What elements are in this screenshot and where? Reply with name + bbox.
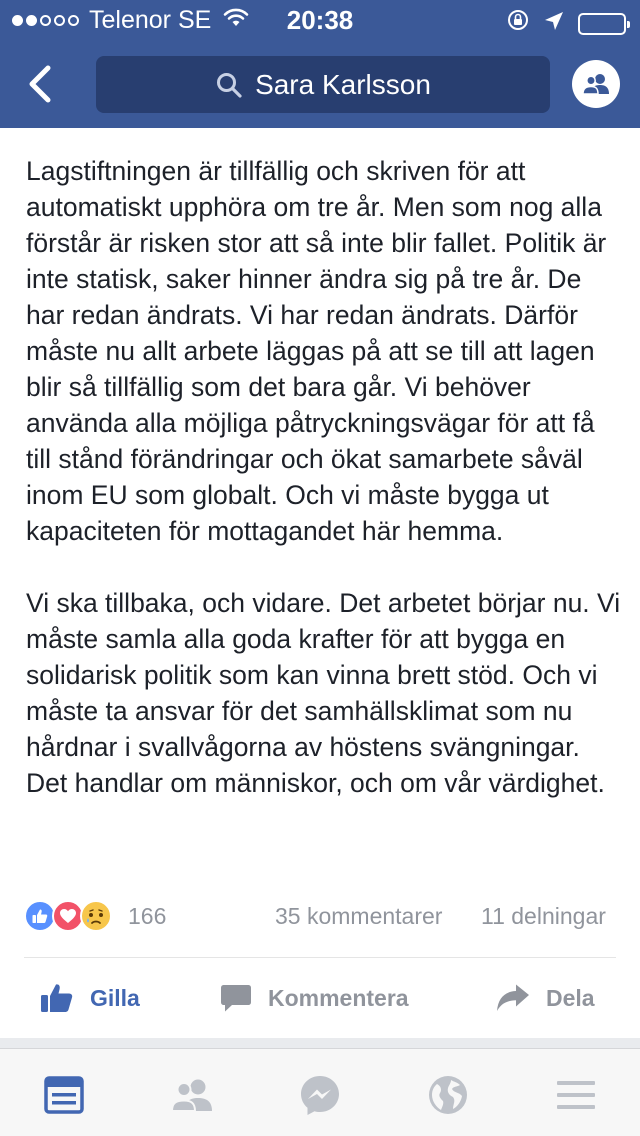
- share-button[interactable]: [496, 968, 595, 1028]
- status-time: 20:38: [286, 5, 354, 35]
- share-button-label: Dela: [546, 984, 595, 1011]
- status-bar: [0, 0, 640, 40]
- news-feed-icon: [44, 1076, 84, 1114]
- feed-separator: [0, 1038, 640, 1048]
- share-arrow-icon: [496, 984, 530, 1012]
- post-body: [26, 153, 626, 837]
- back-button[interactable]: [24, 60, 68, 108]
- search-icon: [215, 71, 243, 99]
- notifications-globe-icon: [427, 1074, 469, 1116]
- reaction-icons: [24, 898, 108, 934]
- search-input[interactable]: [96, 56, 550, 113]
- comment-button[interactable]: [220, 968, 409, 1028]
- tab-news-feed[interactable]: [42, 1073, 86, 1117]
- like-button-label: Gilla: [90, 984, 140, 1011]
- friends-button[interactable]: [572, 60, 620, 108]
- like-button[interactable]: [40, 968, 140, 1028]
- shares-count-link[interactable]: 11 delningar: [481, 903, 606, 929]
- carrier-label: Telenor SE: [89, 6, 212, 34]
- tab-menu[interactable]: [554, 1073, 598, 1117]
- battery-icon: [578, 13, 626, 35]
- tab-messenger[interactable]: [298, 1073, 342, 1117]
- app-header: [0, 0, 640, 128]
- bottom-tab-bar: [0, 1048, 640, 1136]
- thumbs-up-icon: [40, 982, 74, 1014]
- status-bar-right: [506, 8, 626, 39]
- tab-friend-requests[interactable]: [170, 1073, 214, 1117]
- post-paragraph: Lagstiftningen är tillfällig och skriven för att automatiskt upphöra om tre år. Men som nog alla förstår är risken stor att så inte blir fallet. Politik är inte statisk, saker hinner ändra sig på tre år. De har redan ändrats. Vi har redan ändrats. Därför måste nu allt arbete läggas på att se till att lagen blir så tillfällig som det bara går. Vi behöver använda alla möjliga påtryckningsvägar för att få till stånd förändringar och ökat samarbete såväl inom EU som globalt. Och vi måste bygga ut kapaciteten för mottagandet här hemma.: [26, 156, 607, 546]
- menu-icon: [556, 1079, 596, 1111]
- navigation-bar: [0, 40, 640, 128]
- sad-reaction-icon: [80, 900, 112, 932]
- chevron-left-icon: [24, 64, 54, 104]
- comment-button-label: Kommentera: [268, 984, 409, 1011]
- comment-bubble-icon: [220, 983, 252, 1013]
- messenger-icon: [299, 1074, 341, 1116]
- reactions-summary[interactable]: [24, 896, 624, 936]
- post-actions: [0, 968, 640, 1028]
- post-paragraph: Vi ska tillbaka, och vidare. Det arbetet börjar nu. Vi måste samla alla goda krafter för att bygga en solidarisk politik som kan vinna brett stöd. Och vi måste ta ansvar för det samhällsklimat som nu hårdnar i svallvågorna av höstens svängningar. Det handlar om människor, och om vår värdighet.: [26, 588, 621, 798]
- friend-requests-icon: [170, 1078, 214, 1112]
- comments-count-link[interactable]: 35 kommentarer: [275, 903, 443, 929]
- search-query-text: Sara Karlsson: [255, 68, 431, 100]
- reaction-count: 166: [128, 903, 167, 929]
- rotation-lock-icon: [506, 8, 530, 39]
- friends-icon: [581, 72, 611, 96]
- tab-notifications[interactable]: [426, 1073, 470, 1117]
- divider: [24, 957, 616, 958]
- location-arrow-icon: [544, 9, 564, 38]
